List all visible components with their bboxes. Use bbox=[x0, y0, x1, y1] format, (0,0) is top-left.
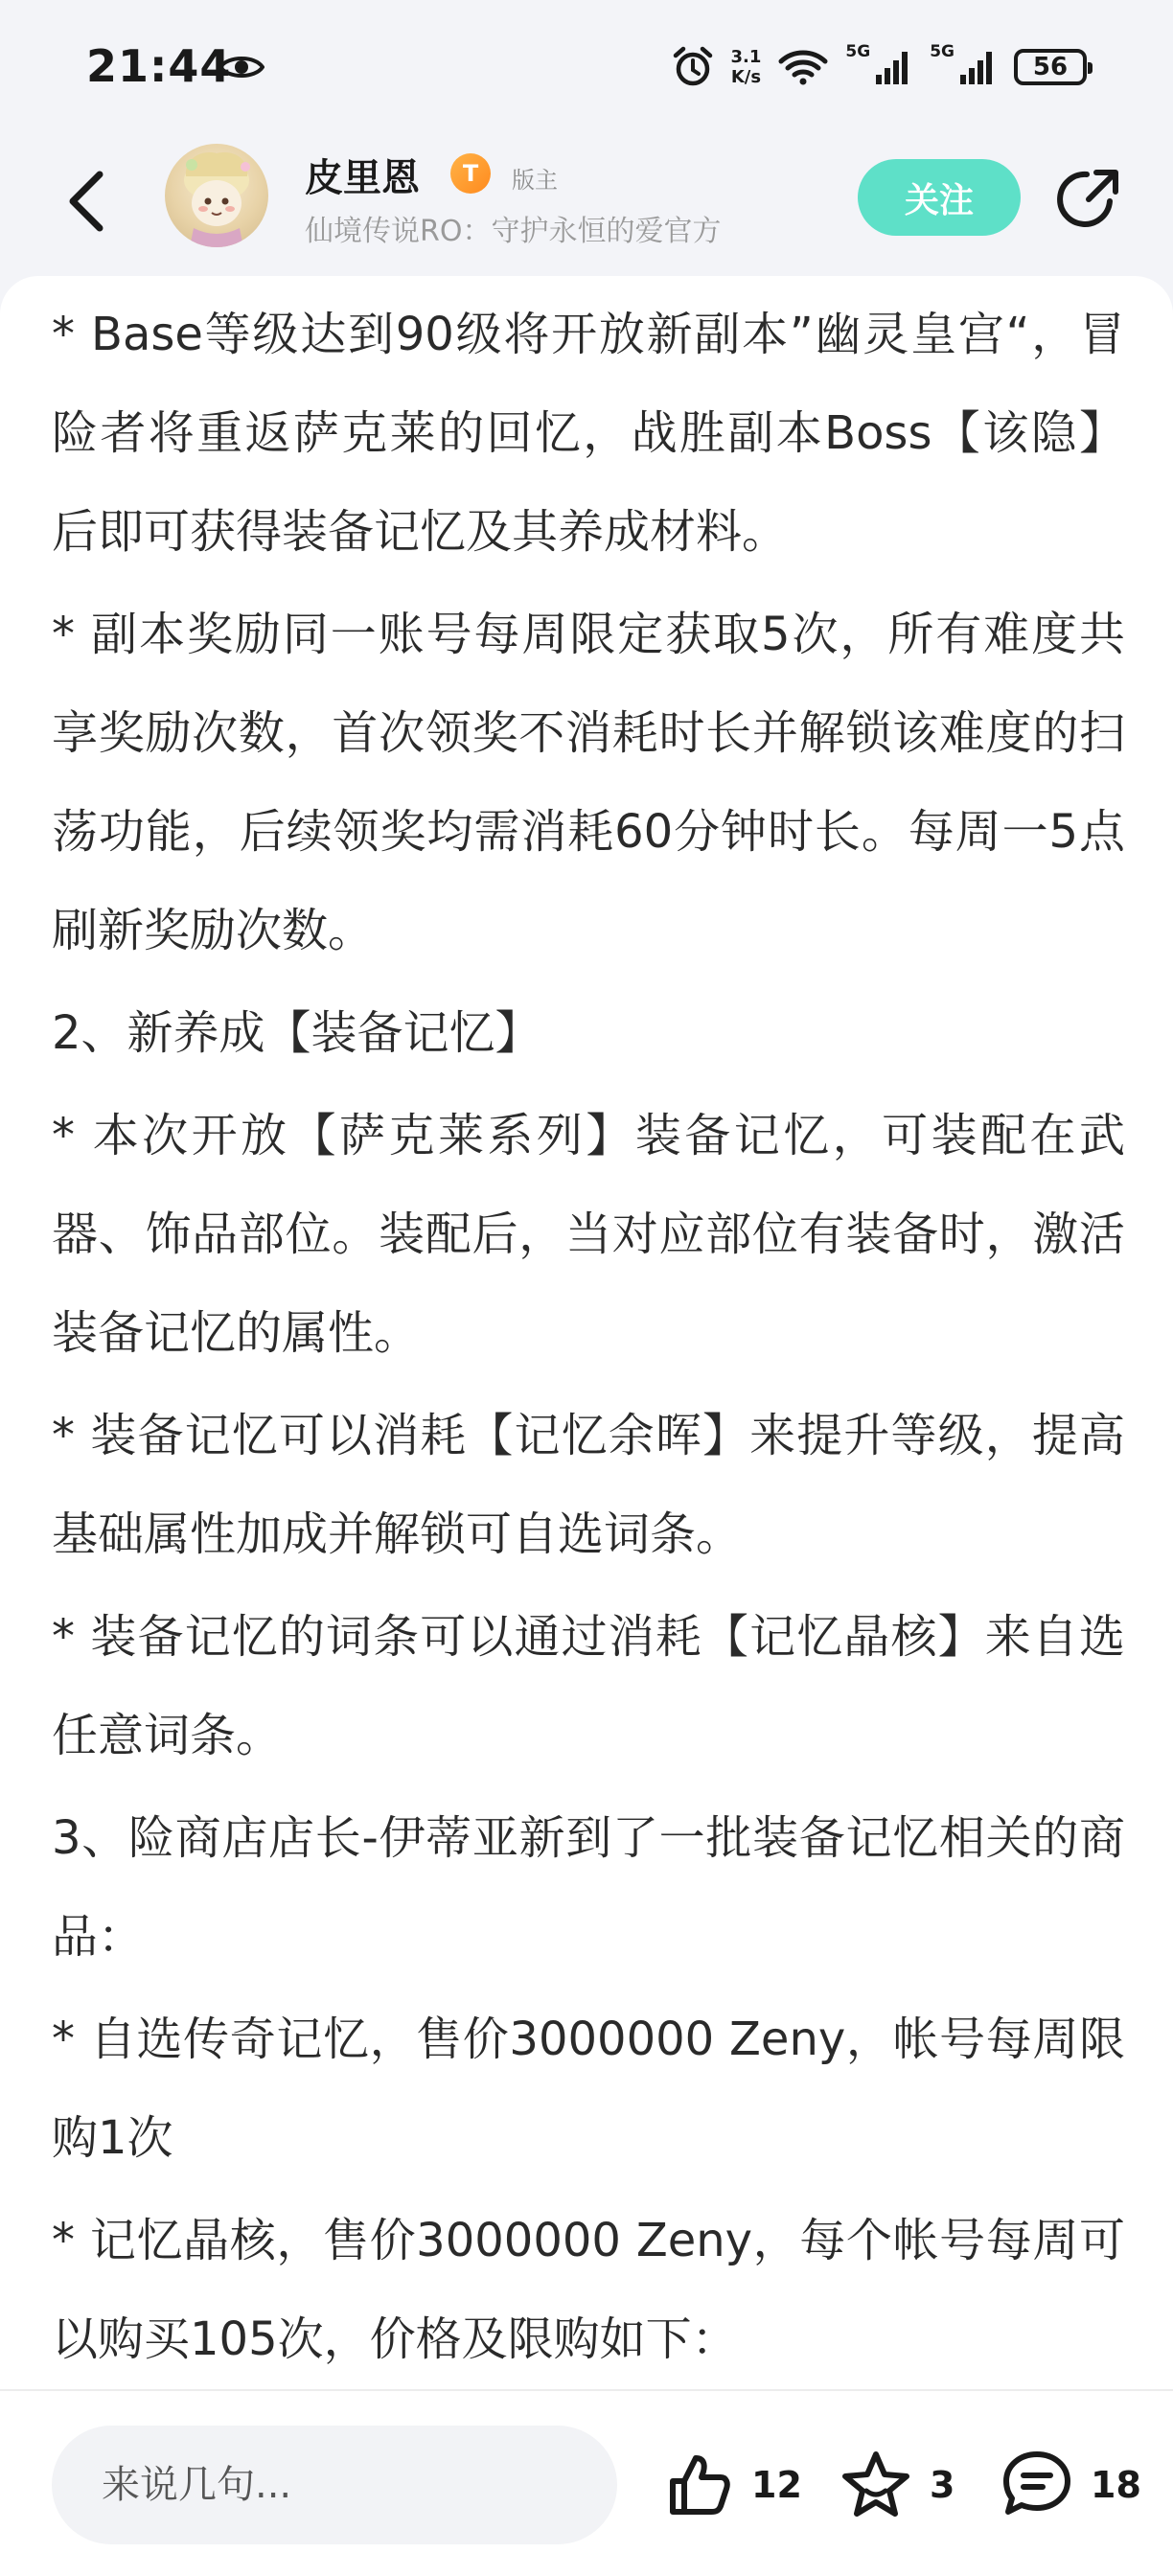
user-name[interactable]: 皮里恩 bbox=[305, 156, 420, 200]
comment-button[interactable] bbox=[1000, 2439, 1141, 2531]
status-time: 21:44 bbox=[86, 40, 232, 92]
status-bar bbox=[0, 0, 1173, 134]
wifi-icon bbox=[778, 48, 828, 86]
post-header bbox=[0, 134, 1173, 278]
paragraph: * 记忆晶核，售价3000000 Zeny，每个帐号每周可以购买105次，价格及限购如下： bbox=[52, 2214, 1125, 2366]
paragraph: * 本次开放【萨克莱系列】装备记忆，可装配在武器、饰品部位。装配后，当对应部位有装备时，激活装备记忆的属性。 bbox=[52, 1109, 1125, 1360]
comment-icon bbox=[1000, 2449, 1073, 2521]
user-subtitle: 仙境传说RO：守护永恒的爱官方 bbox=[305, 215, 722, 248]
paragraph: * Base等级达到90级将开放新副本”幽灵皇宫“，冒险者将重返萨克莱的回忆，战胜副本Boss【该隐】后即可获得装备记忆及其养成材料。 bbox=[52, 308, 1125, 559]
comment-input[interactable] bbox=[52, 2426, 617, 2544]
role-tag: 版主 bbox=[512, 167, 558, 194]
avatar[interactable] bbox=[165, 144, 268, 247]
battery-level: 56 bbox=[1032, 53, 1069, 81]
share-icon bbox=[1054, 163, 1123, 232]
post-body bbox=[52, 286, 1125, 2389]
paragraph: * 副本奖励同一账号每周限定获取5次，所有难度共享奖励次数，首次领奖不消耗时长并解锁该难度的扫荡功能，后续领奖均需消耗60分钟时长。每周一5点刷新奖励次数。 bbox=[52, 608, 1125, 957]
paragraph: * 自选传奇记忆，售价3000000 Zeny，帐号每周限购1次 bbox=[52, 2012, 1125, 2165]
status-icons bbox=[672, 38, 1087, 96]
bottom-action-bar bbox=[0, 2389, 1173, 2576]
comment-count: 18 bbox=[1091, 2464, 1141, 2506]
signal-icon bbox=[958, 48, 997, 86]
like-icon bbox=[665, 2450, 734, 2519]
signal-icon bbox=[874, 48, 912, 86]
section-heading: 2、新养成【装备记忆】 bbox=[52, 1006, 541, 1060]
avatar-image bbox=[165, 144, 268, 247]
paragraph: * 装备记忆可以消耗【记忆余晖】来提升等级，提高基础属性加成并解锁可自选词条。 bbox=[52, 1409, 1125, 1561]
level-badge: T bbox=[450, 153, 491, 194]
back-arrow-icon bbox=[67, 171, 105, 232]
follow-button[interactable]: 关注 bbox=[858, 159, 1021, 236]
net-speed bbox=[731, 47, 762, 87]
section-heading: 3、险商店店长-伊蒂亚新到了一批装备记忆相关的商品： bbox=[52, 1811, 1125, 1964]
share-button[interactable] bbox=[1054, 163, 1123, 232]
eye-icon bbox=[218, 52, 264, 82]
like-button[interactable] bbox=[665, 2439, 802, 2531]
battery-icon bbox=[1014, 49, 1087, 85]
favorite-count: 3 bbox=[930, 2464, 955, 2506]
favorite-button[interactable] bbox=[840, 2439, 954, 2531]
net-speed-unit: K/s bbox=[730, 67, 762, 87]
signal1-label: 5G bbox=[845, 42, 871, 61]
star-icon bbox=[840, 2449, 912, 2521]
paragraph: * 装备记忆的词条可以通过消耗【记忆晶核】来自选任意词条。 bbox=[52, 1610, 1125, 1762]
net-speed-value: 3.1 bbox=[730, 47, 762, 67]
alarm-icon bbox=[672, 46, 714, 88]
signal2-label: 5G bbox=[930, 42, 954, 61]
back-button[interactable] bbox=[58, 163, 115, 240]
like-count: 12 bbox=[751, 2464, 802, 2506]
post-content bbox=[0, 276, 1173, 2389]
